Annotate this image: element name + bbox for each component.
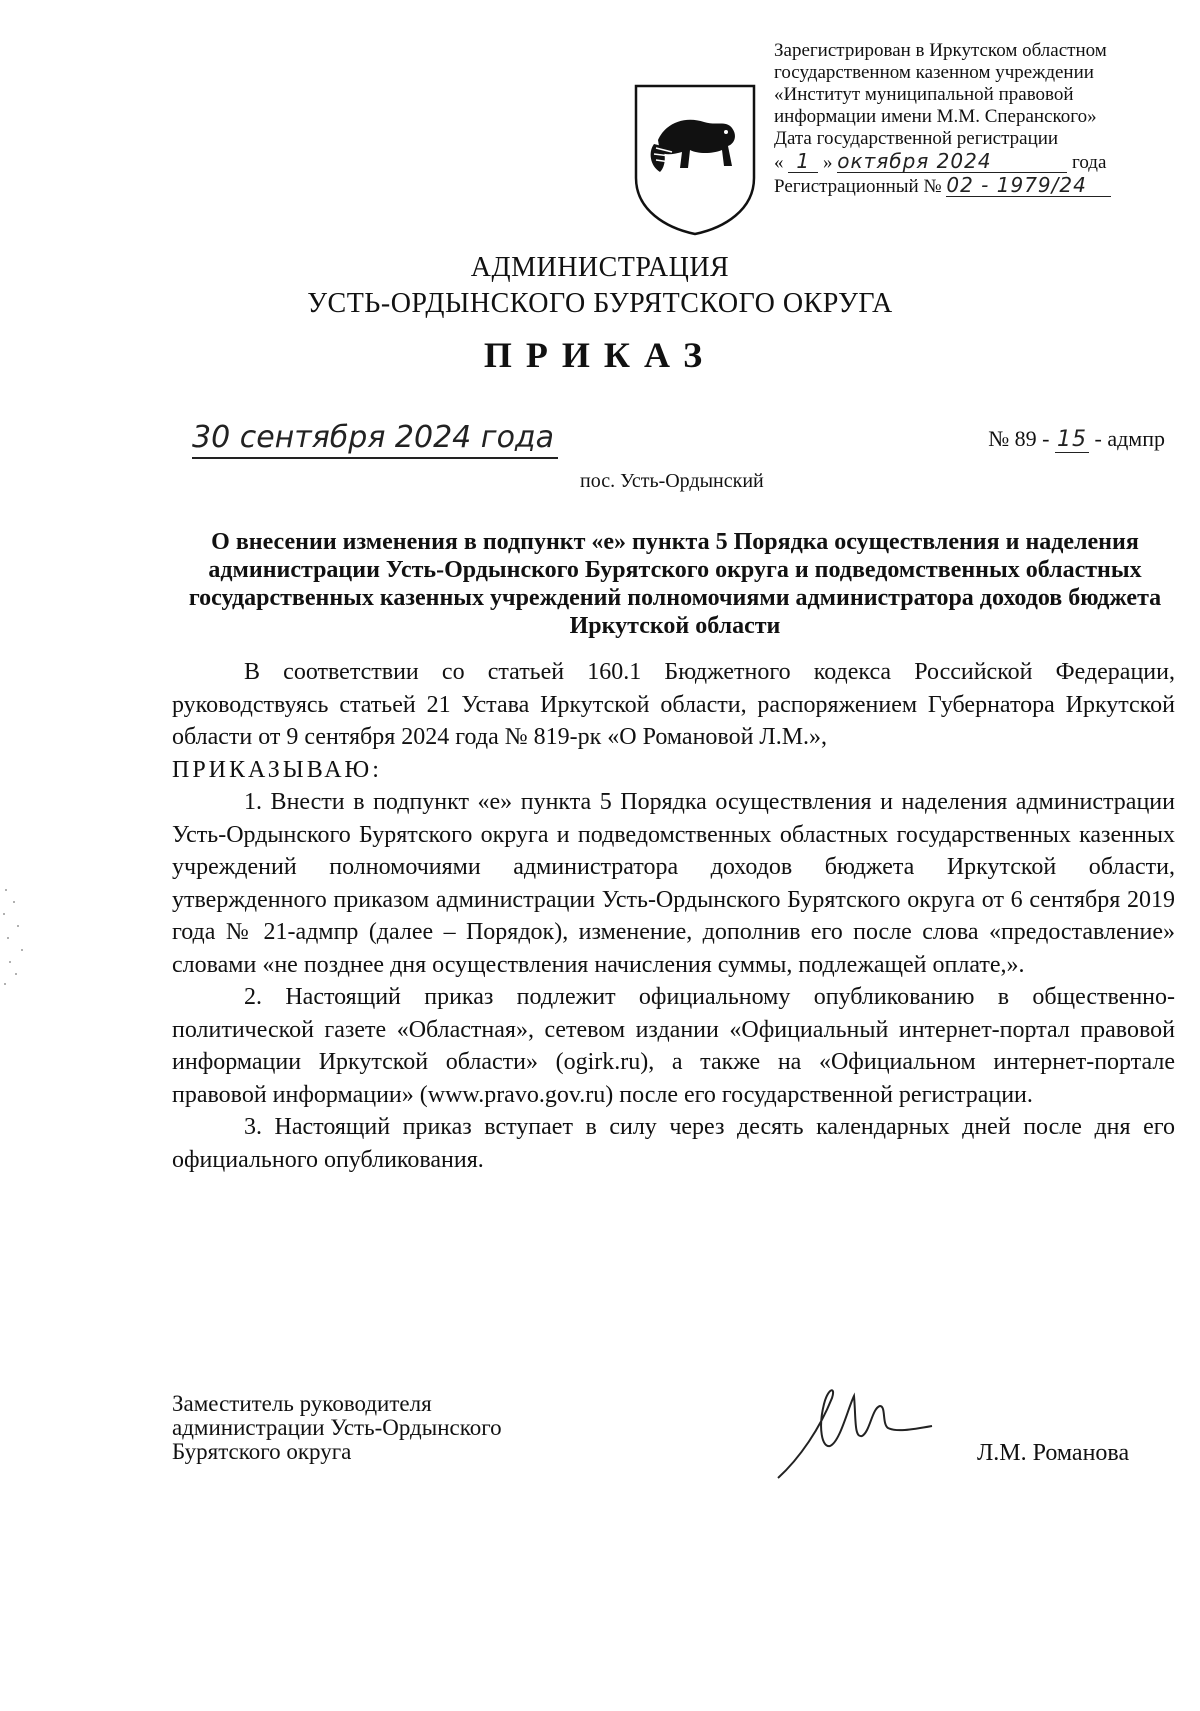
- signatory-role-line: администрации Усть-Ордынского: [172, 1415, 502, 1440]
- registration-line: Дата государственной регистрации: [774, 128, 1059, 149]
- scan-noise: [0, 880, 40, 990]
- registration-line: Зарегистрирован в Иркутском областном: [774, 40, 1107, 61]
- registration-date-close: »: [823, 152, 833, 173]
- item-paragraph-1: 1. Внести в подпункт «е» пункта 5 Порядка осуществления и наделения администрации Усть-Ордынского Бурятского округа и подведомственных областных государственных казенных учреждений полномочиями администратора доходов бюджета Иркутской области, утвержденного приказом администрации Усть-Ордынского Бурятского округа от 6 сентября 2019 года № 21-адмпр (далее – Порядок), изменение, дополнив его после слова «предоставление» словами «не позднее дня осуществления начисления суммы, подлежащей оплате,».: [172, 789, 1175, 978]
- registration-date-day: 1: [788, 150, 818, 173]
- order-number-prefix: № 89 -: [988, 426, 1050, 451]
- org-name-line2: УСТЬ-ОРДЫНСКОГО БУРЯТСКОГО ОКРУГА: [307, 288, 893, 319]
- registration-date-suffix: года: [1072, 152, 1107, 173]
- document-type: ПРИКАЗ: [483, 335, 717, 375]
- signatory-role: [172, 1392, 502, 1464]
- order-date-handwritten: 30 сентября 2024 года: [192, 420, 558, 459]
- signatory-name: Л.М. Романова: [977, 1440, 1130, 1466]
- registration-date-open: «: [774, 152, 784, 173]
- order-number: [988, 426, 1165, 453]
- registration-line: государственном казенном учреждении: [774, 62, 1094, 83]
- signatory-role-line: Заместитель руководителя: [172, 1391, 432, 1416]
- coat-of-arms-icon: [632, 82, 758, 238]
- order-place: пос. Усть-Ордынский: [580, 470, 764, 492]
- order-word: ПРИКАЗЫВАЮ:: [172, 756, 382, 783]
- org-name-line1: АДМИНИСТРАЦИЯ: [470, 252, 730, 283]
- registration-date: [774, 150, 1174, 174]
- document-title: О внесении изменения в подпункт «е» пункта 5 Порядка осуществления и наделения администрации Усть-Ордынского Бурятского округа и подведомственных областных государственных казенных учреждений полномочиями администратора доходов бюджета Иркутской области: [188, 529, 1162, 639]
- order-number-suffix: - адмпр: [1094, 426, 1165, 451]
- registration-line: информации имени М.М. Сперанского»: [774, 106, 1097, 127]
- registration-number-label: Регистрационный №: [774, 176, 942, 197]
- registration-date-month-year: октября 2024: [837, 150, 1067, 173]
- preamble-paragraph: В соответствии со статьей 160.1 Бюджетного кодекса Российской Федерации, руководствуясь статьей 21 Устава Иркутской области, распоряжением Губернатора Иркутской области от 9 сентября 2024 года № 819-рк «О Романовой Л.М.»,: [172, 659, 1175, 750]
- registration-number-value: 02 - 1979/24: [946, 174, 1111, 197]
- signatory-role-line: Бурятского округа: [172, 1439, 352, 1464]
- handwritten-signature: [770, 1378, 940, 1488]
- document-body: [172, 656, 1175, 1176]
- item-paragraph-3: 3. Настоящий приказ вступает в силу через десять календарных дней после дня его официального опубликования.: [172, 1114, 1175, 1173]
- registration-number: [774, 174, 1174, 198]
- item-paragraph-2: 2. Настоящий приказ подлежит официальному опубликованию в общественно-политической газете «Областная», сетевом издании «Официальный интернет-портал правовой информации Иркутской области» (ogirk.ru), а также на «Официальном интернет-портале правовой информации» (www.pravo.gov.ru) после его государственной регистрации.: [172, 984, 1175, 1108]
- order-number-handwritten: 15: [1057, 427, 1088, 452]
- registration-stamp: [774, 40, 1174, 198]
- registration-line: «Институт муниципальной правовой: [774, 84, 1074, 105]
